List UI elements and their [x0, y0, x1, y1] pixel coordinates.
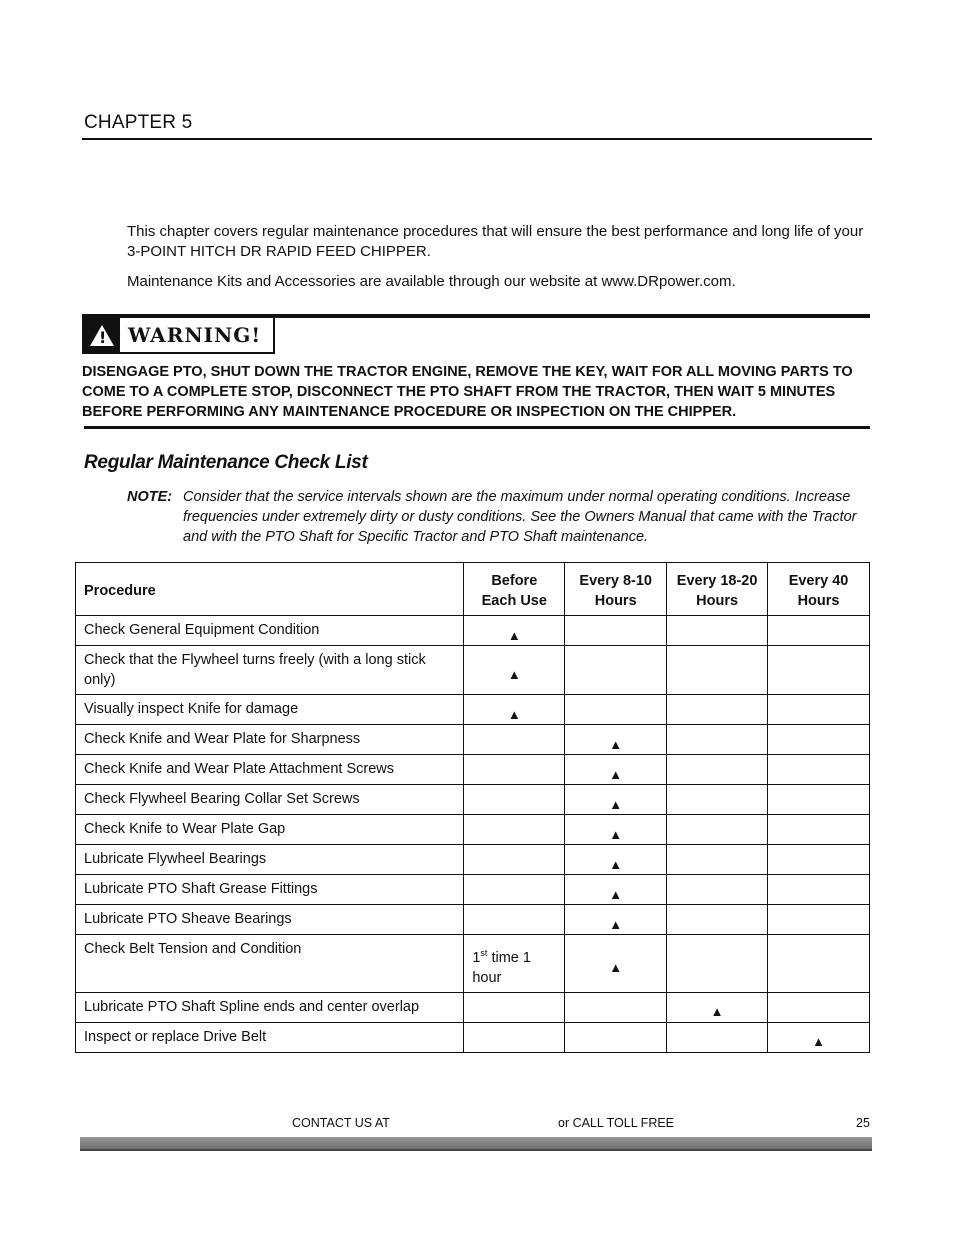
interval-cell	[667, 815, 768, 845]
header-before-each-use: Before Each Use	[464, 563, 565, 616]
interval-cell	[667, 905, 768, 935]
interval-cell	[667, 725, 768, 755]
procedure-cell: Lubricate PTO Shaft Grease Fittings	[76, 875, 464, 905]
procedure-cell: Check General Equipment Condition	[76, 616, 464, 646]
interval-cell	[464, 992, 565, 1022]
interval-cell	[768, 755, 870, 785]
header-every-18-20-hours: Every 18-20 Hours	[667, 563, 768, 616]
interval-cell	[565, 845, 667, 875]
table-row	[76, 845, 870, 875]
interval-marker-icon: ▲	[710, 1004, 724, 1020]
interval-marker-icon: ▲	[507, 667, 521, 682]
interval-cell	[464, 785, 565, 815]
procedure-cell: Lubricate PTO Sheave Bearings	[76, 905, 464, 935]
interval-cell	[768, 905, 870, 935]
interval-marker-icon: ▲	[609, 796, 623, 812]
note-label: NOTE:	[127, 489, 173, 505]
interval-cell	[667, 875, 768, 905]
procedure-cell: Check Knife to Wear Plate Gap	[76, 815, 464, 845]
footer-call: or CALL TOLL FREE	[558, 1116, 675, 1130]
interval-cell	[768, 845, 870, 875]
header-every-40-hours: Every 40 Hours	[768, 563, 870, 616]
interval-cell	[565, 785, 667, 815]
interval-cell	[464, 905, 565, 935]
table-header-row	[76, 563, 870, 616]
table-row	[76, 695, 870, 725]
interval-cell	[667, 935, 768, 993]
interval-cell	[565, 725, 667, 755]
intro-website-paragraph: Maintenance Kits and Accessories are available through our website at www.DRpower.com.	[127, 273, 736, 290]
interval-cell	[768, 1022, 870, 1052]
interval-cell	[667, 755, 768, 785]
procedure-cell: Check that the Flywheel turns freely (with a long stick only)	[76, 646, 464, 695]
interval-marker-icon: ▲	[609, 886, 623, 902]
table-body	[76, 616, 870, 1053]
header-every-8-10-hours: Every 8-10 Hours	[565, 563, 667, 616]
note-text: Consider that the service intervals shown are the maximum under normal operating conditions. Increase frequencies under extremely dirty or dusty conditions. See the Owners Manual that came with the Tractor and with the PTO Shaft for Specific Tractor and PTO Shaft maintenance.	[183, 489, 857, 545]
table-row	[76, 905, 870, 935]
interval-cell	[667, 785, 768, 815]
procedure-cell: Visually inspect Knife for damage	[76, 695, 464, 725]
interval-marker-icon: ▲	[609, 766, 623, 782]
table-row	[76, 646, 870, 695]
procedure-cell: Inspect or replace Drive Belt	[76, 1022, 464, 1052]
interval-marker-icon: ▲	[812, 1034, 825, 1050]
footer-contact: CONTACT US AT	[292, 1116, 390, 1130]
warning-triangle-icon: !	[84, 318, 120, 352]
interval-cell	[565, 905, 667, 935]
interval-cell	[667, 845, 768, 875]
chapter-divider	[82, 138, 872, 140]
interval-cell	[565, 1022, 667, 1052]
interval-cell	[464, 845, 565, 875]
interval-cell	[464, 1022, 565, 1052]
procedure-cell: Lubricate PTO Shaft Spline ends and center overlap	[76, 992, 464, 1022]
interval-marker-icon: ▲	[609, 960, 623, 976]
interval-cell	[667, 616, 768, 646]
interval-cell	[464, 815, 565, 845]
table-row	[76, 785, 870, 815]
table-row	[76, 1022, 870, 1052]
note	[127, 487, 872, 545]
before-note-suffix: st	[480, 948, 488, 958]
interval-cell	[464, 755, 565, 785]
interval-cell	[768, 646, 870, 695]
procedure-cell: Check Knife and Wear Plate for Sharpness	[76, 725, 464, 755]
header-procedure: Procedure	[76, 563, 464, 616]
before-note-rest: time 1 hour	[472, 949, 531, 986]
table-row	[76, 935, 870, 993]
table-row	[76, 725, 870, 755]
interval-cell	[565, 992, 667, 1022]
interval-marker-icon: ▲	[609, 826, 623, 842]
procedure-cell: Check Flywheel Bearing Collar Set Screws	[76, 785, 464, 815]
interval-cell	[768, 815, 870, 845]
interval-marker-icon: ▲	[507, 627, 521, 643]
chapter-title: CHAPTER 5	[84, 112, 193, 133]
interval-cell	[565, 695, 667, 725]
procedure-cell: Check Knife and Wear Plate Attachment Screws	[76, 755, 464, 785]
before-note-ordinal: 1	[472, 949, 481, 966]
interval-cell	[768, 616, 870, 646]
interval-cell	[768, 935, 870, 993]
interval-cell	[667, 992, 768, 1022]
interval-cell	[667, 646, 768, 695]
interval-cell	[667, 695, 768, 725]
table-row	[76, 815, 870, 845]
interval-marker-icon: ▲	[507, 706, 521, 722]
table-row	[76, 755, 870, 785]
interval-cell	[565, 616, 667, 646]
intro	[127, 222, 872, 302]
interval-cell	[464, 875, 565, 905]
warning-badge	[82, 316, 275, 354]
before-note-cell	[464, 935, 565, 993]
interval-cell	[565, 875, 667, 905]
interval-cell	[464, 646, 565, 695]
interval-cell	[768, 992, 870, 1022]
table-row	[76, 875, 870, 905]
interval-cell	[565, 646, 667, 695]
warning-text: DISENGAGE PTO, SHUT DOWN THE TRACTOR ENGINE, REMOVE THE KEY, WAIT FOR ALL MOVING PARTS TO COME TO A COMPLETE STOP, DISCONNECT THE PTO SHAFT FROM THE TRACTOR, THEN WAIT 5 MINUTES BEFORE PERFORMING ANY MAINTENANCE PROCEDURE OR INSPECTION ON THE CHIPPER.	[82, 364, 853, 420]
interval-cell	[565, 935, 667, 993]
interval-cell	[768, 695, 870, 725]
interval-cell	[768, 785, 870, 815]
page-number: 25	[856, 1116, 870, 1130]
table-row	[76, 616, 870, 646]
intro-paragraph: This chapter covers regular maintenance procedures that will ensure the best performance and long life of your 3-POINT HITCH DR RAPID FEED CHIPPER.	[127, 223, 864, 260]
interval-cell	[464, 725, 565, 755]
interval-cell	[768, 875, 870, 905]
interval-marker-icon: ▲	[609, 856, 623, 872]
footer-bar	[80, 1137, 872, 1151]
maintenance-table	[75, 562, 870, 1053]
interval-marker-icon: ▲	[609, 916, 623, 932]
interval-cell	[565, 755, 667, 785]
warning-label: WARNING!	[128, 323, 262, 347]
procedure-cell: Lubricate Flywheel Bearings	[76, 845, 464, 875]
warning-bottom-rule	[84, 426, 870, 429]
procedure-cell: Check Belt Tension and Condition	[76, 935, 464, 993]
section-title: Regular Maintenance Check List	[84, 452, 368, 473]
interval-cell	[464, 695, 565, 725]
interval-cell	[464, 616, 565, 646]
interval-cell	[768, 725, 870, 755]
table-row	[76, 992, 870, 1022]
interval-cell	[667, 1022, 768, 1052]
interval-marker-icon: ▲	[609, 736, 623, 752]
interval-cell	[565, 815, 667, 845]
